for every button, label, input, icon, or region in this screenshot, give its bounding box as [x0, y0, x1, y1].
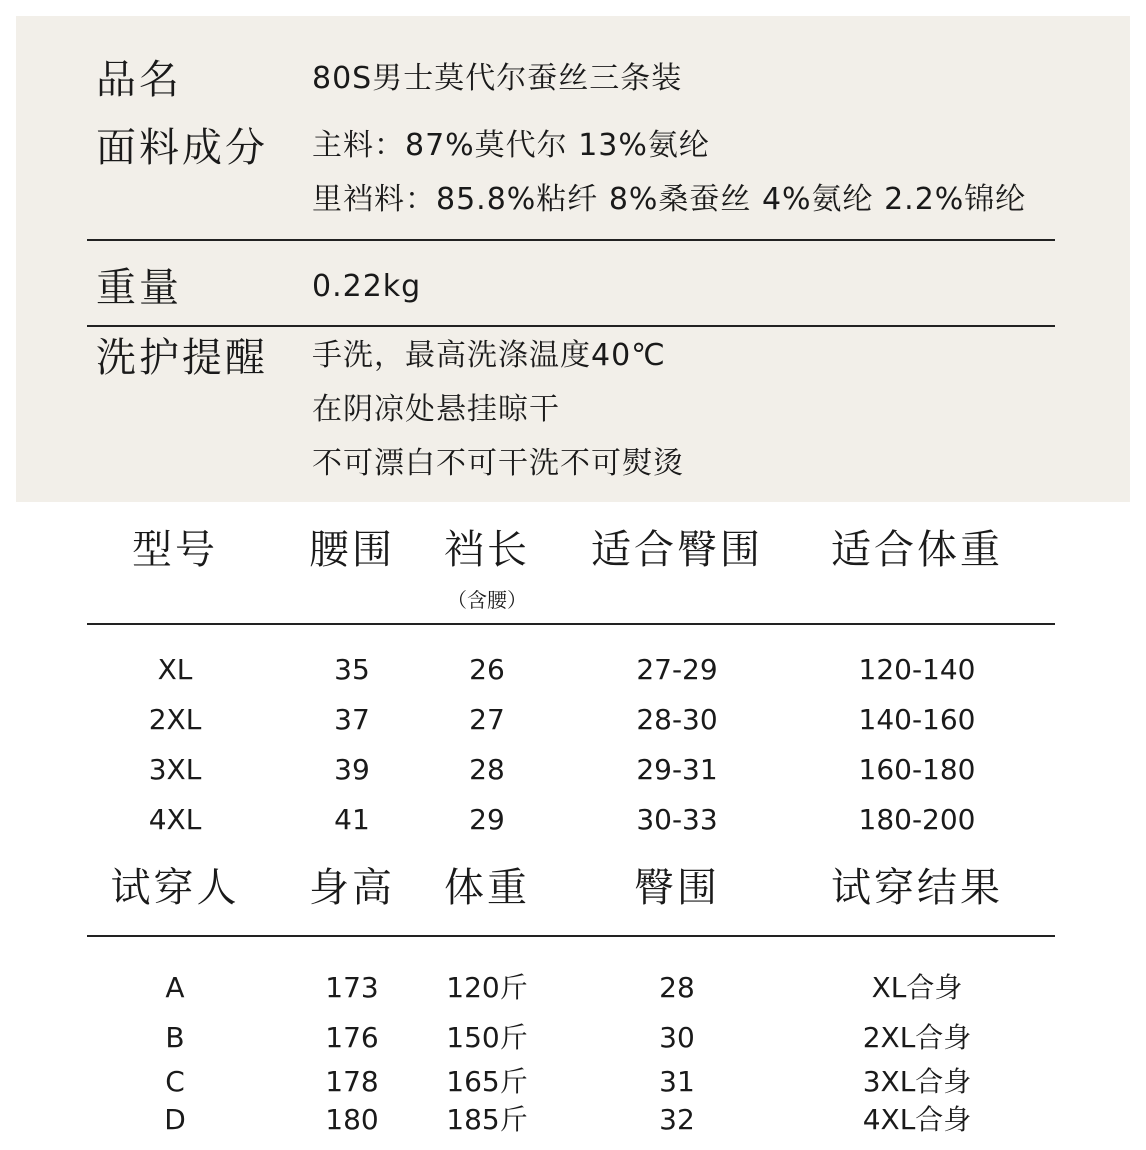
- fit-result-cell: XL合身: [871, 971, 963, 1004]
- divider-line: [87, 239, 1055, 241]
- care-line: 手洗，最高洗涤温度40℃: [312, 338, 666, 373]
- size-cell: 2XL: [148, 703, 202, 736]
- fit-result-cell: 3XL合身: [862, 1065, 972, 1098]
- divider-line: [87, 623, 1055, 625]
- hip-cell: 31: [659, 1065, 695, 1098]
- weight-value: 0.22kg: [312, 269, 422, 304]
- divider-line: [87, 935, 1055, 937]
- height-cell: 173: [325, 971, 379, 1004]
- tester-cell: B: [165, 1021, 185, 1054]
- rise-cell: 27: [469, 703, 505, 736]
- rise-cell: 29: [469, 803, 505, 836]
- fit-result-cell: 2XL合身: [862, 1021, 972, 1054]
- size-cell: 4XL: [148, 803, 202, 836]
- tester-cell: D: [164, 1103, 186, 1136]
- trial-table-header: 臀围: [634, 865, 720, 911]
- hip-cell: 28: [659, 971, 695, 1004]
- rise-cell: 26: [469, 653, 505, 686]
- size-cell: XL: [157, 653, 193, 686]
- height-cell: 178: [325, 1065, 379, 1098]
- size-table-header: 型号: [132, 527, 218, 573]
- tester-cell: C: [165, 1065, 185, 1098]
- body-weight-cell: 185斤: [446, 1103, 528, 1136]
- hip-cell: 29-31: [636, 753, 718, 786]
- trial-table-header: 身高: [309, 865, 395, 911]
- size-table-header: 裆长: [444, 527, 530, 573]
- tester-cell: A: [165, 971, 185, 1004]
- fabric-main-value: 主料：87%莫代尔 13%氨纶: [312, 128, 710, 163]
- waist-cell: 35: [334, 653, 370, 686]
- fabric-lining-value: 里裆料：85.8%粘纤 8%桑蚕丝 4%氨纶 2.2%锦纶: [312, 182, 1027, 217]
- product-name-label: 品名: [96, 57, 182, 103]
- size-cell: 3XL: [148, 753, 202, 786]
- body-weight-cell: 120斤: [446, 971, 528, 1004]
- trial-table-header: 试穿结果: [831, 865, 1003, 911]
- height-cell: 180: [325, 1103, 379, 1136]
- waist-cell: 39: [334, 753, 370, 786]
- trial-table-header: 体重: [444, 865, 530, 911]
- weight-cell: 120-140: [858, 653, 976, 686]
- size-table-header: 腰围: [309, 527, 395, 573]
- fabric-label: 面料成分: [96, 125, 268, 171]
- hip-cell: 32: [659, 1103, 695, 1136]
- care-line: 在阴凉处悬挂晾干: [312, 392, 560, 427]
- rise-cell: 28: [469, 753, 505, 786]
- trial-table-header: 试穿人: [110, 865, 240, 911]
- height-cell: 176: [325, 1021, 379, 1054]
- rise-length-note: （含腰）: [447, 588, 527, 612]
- hip-cell: 30: [659, 1021, 695, 1054]
- weight-cell: 140-160: [858, 703, 976, 736]
- size-table-header: 适合体重: [831, 527, 1003, 573]
- fit-result-cell: 4XL合身: [862, 1103, 972, 1136]
- weight-cell: 180-200: [858, 803, 976, 836]
- waist-cell: 37: [334, 703, 370, 736]
- product-name-value: 80S男士莫代尔蚕丝三条装: [312, 61, 683, 96]
- weight-cell: 160-180: [858, 753, 976, 786]
- body-weight-cell: 165斤: [446, 1065, 528, 1098]
- waist-cell: 41: [334, 803, 370, 836]
- body-weight-cell: 150斤: [446, 1021, 528, 1054]
- divider-line: [87, 325, 1055, 327]
- care-label: 洗护提醒: [96, 335, 268, 381]
- hip-cell: 28-30: [636, 703, 718, 736]
- size-table-header: 适合臀围: [591, 527, 763, 573]
- hip-cell: 27-29: [636, 653, 718, 686]
- care-line: 不可漂白不可干洗不可熨烫: [312, 446, 684, 481]
- weight-label: 重量: [96, 265, 182, 311]
- hip-cell: 30-33: [636, 803, 718, 836]
